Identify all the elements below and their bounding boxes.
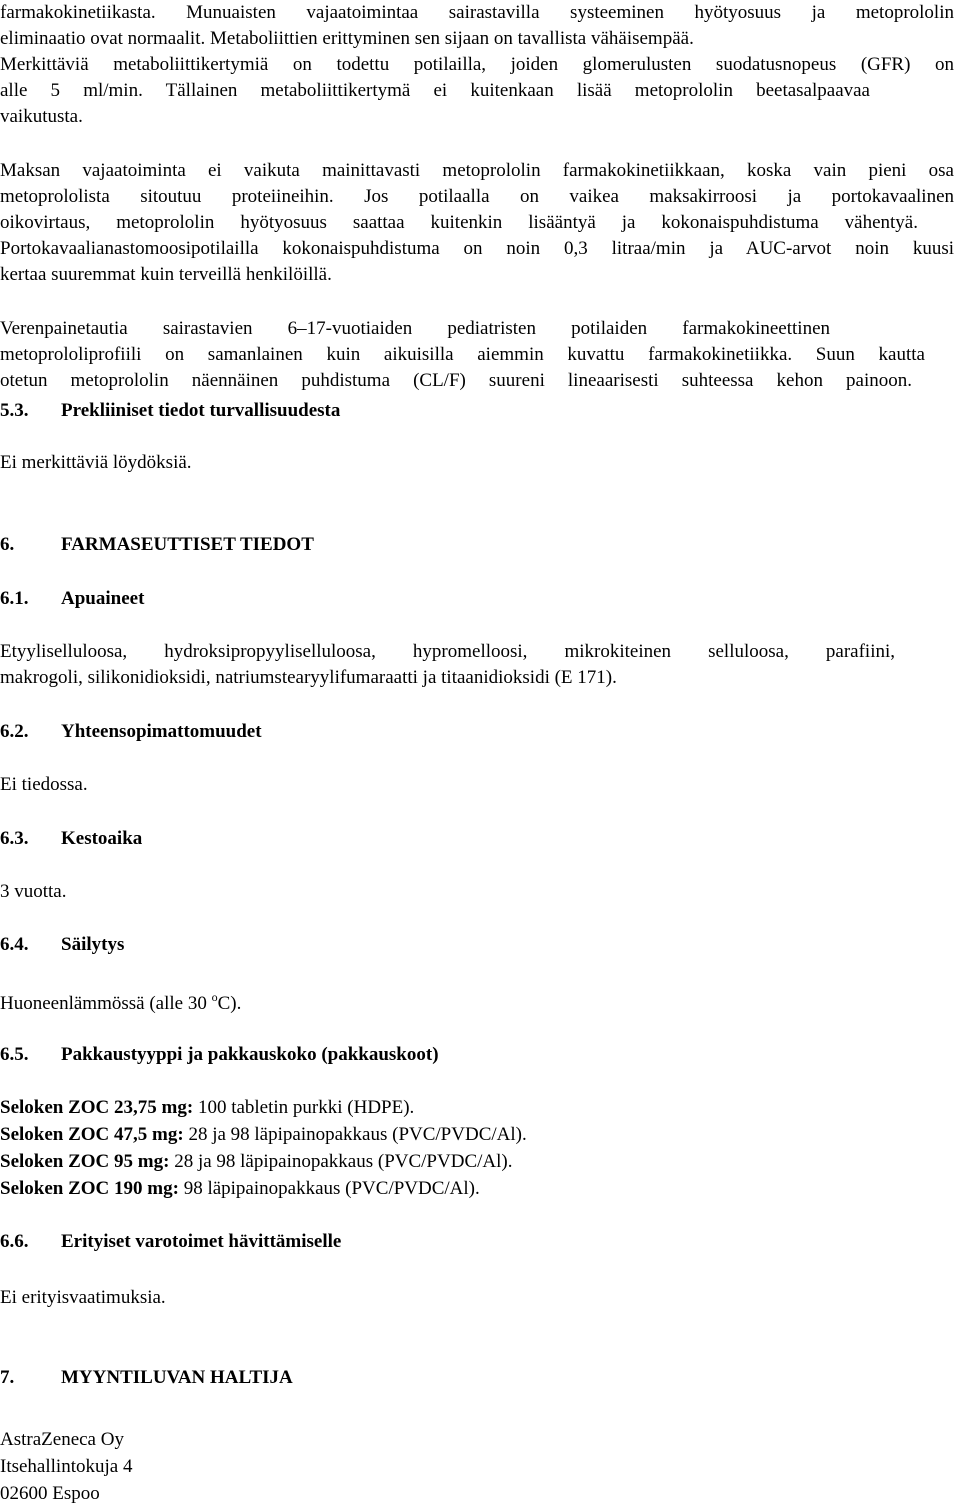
section-heading-6 <box>0 532 314 558</box>
text-line: metoprololista sitoutuu proteiineihin. Jos potilaalla on vaikea maksakirroosi ja portokavaalinen <box>0 186 954 207</box>
pack-description: 100 tabletin purkki (HDPE). <box>193 1097 415 1118</box>
section-number: 6.3. <box>0 828 29 849</box>
pack-description: 28 ja 98 läpipainopakkaus (PVC/PVDC/Al). <box>169 1151 513 1172</box>
text-line: farmakokinetiikasta. Munuaisten vajaatoimintaa sairastavilla systeeminen hyötyosuus ja metoprololin <box>0 2 954 23</box>
section-title: Pakkaustyyppi ja pakkauskoko (pakkauskoot) <box>61 1044 439 1065</box>
text-line: otetun metoprololin näennäinen puhdistuma (CL/F) suureni lineaarisesti suhteessa kehon painoon. <box>0 370 912 391</box>
address-line: Itsehallintokuja 4 <box>0 1456 133 1477</box>
section-title: Kestoaika <box>61 828 143 849</box>
list-item <box>0 1122 527 1148</box>
text-line: Verenpainetautia sairastavien 6–17-vuotiaiden pediatristen potilaiden farmakokineettinen <box>0 318 830 339</box>
section-text: Ei erityisvaatimuksia. <box>0 1287 166 1308</box>
pack-description: 28 ja 98 läpipainopakkaus (PVC/PVDC/Al). <box>183 1124 527 1145</box>
section-number: 6.2. <box>0 721 29 742</box>
section-title: Säilytys <box>61 934 125 955</box>
section-title: FARMASEUTTISET TIEDOT <box>61 534 314 555</box>
text-line: metoprololiprofiili on samanlainen kuin aikuisilla aiemmin kuvattu farmakokinetiikka. Suun kautta <box>0 344 925 365</box>
section-heading-7 <box>0 1365 293 1391</box>
section-number: 6.6. <box>0 1231 29 1252</box>
section-number: 6. <box>0 534 15 555</box>
text-line: alle 5 ml/min. Tällainen metaboliittikertymä ei kuitenkaan lisää metoprololin beetasalpaavaa <box>0 80 870 101</box>
degree-symbol: o <box>211 990 218 1004</box>
section-number: 6.1. <box>0 588 29 609</box>
text-line: eliminaatio ovat normaalit. Metaboliittien erittyminen sen sijaan on tavallista vähäisempää. <box>0 28 694 49</box>
section-number: 6.4. <box>0 934 29 955</box>
product-name: Seloken ZOC 190 mg: <box>0 1178 179 1199</box>
text-line: Maksan vajaatoiminta ei vaikuta mainittavasti metoprololin farmakokinetiikkaan, koska vain pieni osa <box>0 160 954 181</box>
text-line: Etyyliselluloosa, hydroksipropyyliselluloosa, hypromelloosi, mikrokiteinen selluloosa, parafiini, <box>0 641 895 662</box>
section-heading-6-1 <box>0 586 144 612</box>
list-item <box>0 1095 414 1121</box>
text-line: oikovirtaus, metoprololin hyötyosuus saattaa kuitenkin lisääntyä ja kokonaispuhdistuma vähentyä. <box>0 212 918 233</box>
pack-description: 98 läpipainopakkaus (PVC/PVDC/Al). <box>178 1178 480 1199</box>
section-title: Apuaineet <box>61 588 145 609</box>
section-title: Yhteensopimattomuudet <box>61 721 262 742</box>
product-name: Seloken ZOC 47,5 mg: <box>0 1124 184 1145</box>
section-number: 6.5. <box>0 1044 29 1065</box>
section-text: 3 vuotta. <box>0 881 67 902</box>
section-heading-6-2 <box>0 719 262 745</box>
section-title: MYYNTILUVAN HALTIJA <box>61 1367 293 1388</box>
text-line: Merkittäviä metaboliittikertymiä on todettu potilailla, joiden glomerulusten suodatusnopeus (GFR) on <box>0 54 954 75</box>
storage-text-part: C). <box>217 993 242 1014</box>
list-item <box>0 1176 480 1202</box>
section-text: Ei merkittäviä löydöksiä. <box>0 452 192 473</box>
section-title: Prekliiniset tiedot turvallisuudesta <box>61 400 341 421</box>
product-name: Seloken ZOC 23,75 mg: <box>0 1097 194 1118</box>
section-number: 5.3. <box>0 400 29 421</box>
list-item <box>0 1149 512 1175</box>
section-number: 7. <box>0 1367 15 1388</box>
text-line: Portokavaalianastomoosipotilailla kokonaispuhdistuma on noin 0,3 litraa/min ja AUC-arvot noin kuusi <box>0 238 954 259</box>
text-line: makrogoli, silikonidioksidi, natriumstearyylifumaraatti ja titaanidioksidi (E 171). <box>0 667 617 688</box>
address-line: AstraZeneca Oy <box>0 1429 124 1450</box>
section-heading-6-4 <box>0 932 124 958</box>
section-title: Erityiset varotoimet hävittämiselle <box>61 1231 342 1252</box>
text-line: kertaa suuremmat kuin terveillä henkilöillä. <box>0 264 332 285</box>
section-heading-5-3 <box>0 398 340 424</box>
text-line: vaikutusta. <box>0 106 83 127</box>
section-text: Ei tiedossa. <box>0 774 88 795</box>
product-name: Seloken ZOC 95 mg: <box>0 1151 170 1172</box>
section-heading-6-3 <box>0 826 142 852</box>
storage-text-part: Huoneenlämmössä (alle 30 <box>0 993 212 1014</box>
section-heading-6-6 <box>0 1229 341 1255</box>
address-line: 02600 Espoo <box>0 1483 100 1504</box>
section-heading-6-5 <box>0 1042 439 1068</box>
storage-text <box>0 991 241 1017</box>
